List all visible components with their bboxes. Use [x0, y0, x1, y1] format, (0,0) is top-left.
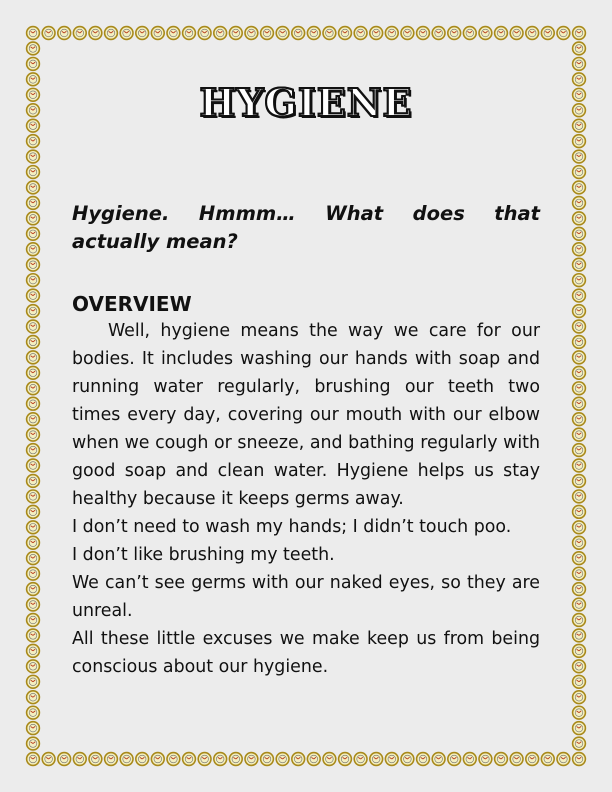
clock-icon — [573, 243, 586, 256]
clock-icon — [495, 753, 508, 766]
clock-icon — [573, 614, 586, 627]
clock-icon — [27, 274, 40, 287]
clock-icon — [27, 505, 40, 518]
clock-icon — [183, 27, 196, 40]
clock-icon — [573, 42, 586, 55]
clock-icon — [27, 583, 40, 596]
clock-icon — [573, 181, 586, 194]
clock-icon — [354, 27, 367, 40]
clock-icon — [292, 753, 305, 766]
clock-icon — [385, 27, 398, 40]
clock-icon — [557, 753, 570, 766]
clock-icon — [573, 150, 586, 163]
clock-icon — [573, 598, 586, 611]
clock-icon — [354, 753, 367, 766]
clock-icon — [27, 722, 40, 735]
clock-icon — [573, 227, 586, 240]
clock-icon — [136, 753, 149, 766]
clock-icon — [479, 753, 492, 766]
clock-icon — [27, 42, 40, 55]
clock-icon — [27, 475, 40, 488]
clock-icon — [27, 614, 40, 627]
clock-icon — [27, 289, 40, 302]
clock-icon — [27, 737, 40, 750]
clock-icon — [58, 27, 71, 40]
clock-icon — [27, 753, 40, 766]
clock-icon — [510, 753, 523, 766]
clock-icon — [214, 27, 227, 40]
clock-icon — [573, 505, 586, 518]
clock-icon — [261, 753, 274, 766]
clock-icon — [167, 27, 180, 40]
clock-icon — [120, 27, 133, 40]
clock-icon — [573, 382, 586, 395]
clock-icon — [573, 397, 586, 410]
clock-icon — [27, 675, 40, 688]
clock-icon — [573, 567, 586, 580]
clock-icon — [573, 289, 586, 302]
clock-icon — [401, 753, 414, 766]
clock-icon — [27, 197, 40, 210]
closing-line: All these little excuses we make keep us from being conscious about our hygiene. — [72, 629, 540, 677]
clock-icon — [292, 27, 305, 40]
clock-icon — [323, 27, 336, 40]
clock-icon — [573, 428, 586, 441]
clock-icon — [432, 27, 445, 40]
clock-icon — [573, 737, 586, 750]
intro-question: Hygiene. Hmmm… What does that actually mean? — [72, 202, 540, 253]
clock-icon — [370, 753, 383, 766]
clock-icon — [417, 27, 430, 40]
clock-icon — [198, 753, 211, 766]
clock-icon — [183, 753, 196, 766]
clock-icon — [27, 382, 40, 395]
clock-icon — [151, 753, 164, 766]
clock-icon — [73, 753, 86, 766]
clock-icon — [573, 629, 586, 642]
clock-icon — [573, 753, 586, 766]
clock-icon — [27, 660, 40, 673]
clock-icon — [27, 227, 40, 240]
clock-icon — [573, 490, 586, 503]
clock-icon — [27, 320, 40, 333]
clock-icon — [27, 181, 40, 194]
clock-icon — [573, 135, 586, 148]
excuse-line: I don’t like brushing my teeth. — [72, 545, 335, 565]
clock-icon — [27, 413, 40, 426]
clock-icon — [27, 644, 40, 657]
clock-icon — [27, 305, 40, 318]
clock-icon — [27, 490, 40, 503]
clock-icon — [27, 521, 40, 534]
clock-icon — [510, 27, 523, 40]
clock-icon — [27, 27, 40, 40]
clock-icon — [573, 675, 586, 688]
clock-icon — [573, 475, 586, 488]
clock-icon — [417, 753, 430, 766]
clock-icon — [245, 753, 258, 766]
page-title: HYGIENE — [199, 80, 413, 125]
clock-icon — [573, 366, 586, 379]
clock-icon — [276, 753, 289, 766]
clock-icon — [573, 722, 586, 735]
clock-icon — [573, 27, 586, 40]
clock-icon — [573, 521, 586, 534]
clock-icon — [573, 583, 586, 596]
clock-icon — [448, 753, 461, 766]
clock-icon — [573, 197, 586, 210]
clock-icon — [573, 57, 586, 70]
clock-icon — [448, 27, 461, 40]
clock-icon — [58, 753, 71, 766]
clock-icon — [27, 135, 40, 148]
clock-icon — [573, 552, 586, 565]
clock-icon — [573, 644, 586, 657]
clock-icon — [261, 27, 274, 40]
clock-icon — [370, 27, 383, 40]
clock-icon — [323, 753, 336, 766]
clock-icon — [385, 753, 398, 766]
clock-icon — [27, 428, 40, 441]
excuse-line: I don’t need to wash my hands; I didn’t touch poo. — [72, 517, 512, 537]
clock-icon — [229, 753, 242, 766]
clock-icon — [89, 753, 102, 766]
clock-icon — [573, 258, 586, 271]
clock-icon — [526, 753, 539, 766]
clock-icon — [136, 27, 149, 40]
clock-icon — [89, 27, 102, 40]
clock-icon — [27, 336, 40, 349]
clock-icon — [573, 660, 586, 673]
clock-icon — [27, 567, 40, 580]
clock-icon — [27, 629, 40, 642]
clock-icon — [27, 598, 40, 611]
clock-icon — [307, 27, 320, 40]
clock-icon — [229, 27, 242, 40]
clock-icon — [541, 753, 554, 766]
clock-icon — [27, 212, 40, 225]
clock-icon — [573, 166, 586, 179]
clock-icon — [573, 459, 586, 472]
clock-icon — [105, 753, 118, 766]
clock-icon — [495, 27, 508, 40]
clock-icon — [573, 691, 586, 704]
clock-icon — [541, 27, 554, 40]
clock-icon — [27, 459, 40, 472]
clock-icon — [105, 27, 118, 40]
clock-icon — [167, 753, 180, 766]
clock-icon — [27, 166, 40, 179]
clock-icon — [573, 536, 586, 549]
clock-icon — [27, 150, 40, 163]
clock-icon — [42, 753, 55, 766]
clock-icon — [27, 243, 40, 256]
clock-icon — [27, 706, 40, 719]
clock-icon — [432, 753, 445, 766]
clock-icon — [573, 351, 586, 364]
clock-icon — [573, 444, 586, 457]
overview-heading: OVERVIEW — [72, 292, 192, 316]
clock-icon — [339, 753, 352, 766]
clock-icon — [401, 27, 414, 40]
clock-icon — [307, 753, 320, 766]
clock-icon — [245, 27, 258, 40]
clock-icon — [573, 413, 586, 426]
excuse-line: We can’t see germs with our naked eyes, so they are unreal. — [72, 573, 540, 621]
clock-icon — [27, 552, 40, 565]
clock-icon — [198, 27, 211, 40]
clock-icon — [27, 366, 40, 379]
clock-icon — [526, 27, 539, 40]
clock-icon — [573, 305, 586, 318]
clock-icon — [27, 397, 40, 410]
clock-icon — [27, 691, 40, 704]
clock-icon — [120, 753, 133, 766]
clock-icon — [27, 536, 40, 549]
clock-icon — [27, 258, 40, 271]
clock-icon — [573, 320, 586, 333]
clock-icon — [73, 27, 86, 40]
clock-icon — [27, 351, 40, 364]
clock-icon — [42, 27, 55, 40]
clock-icon — [573, 706, 586, 719]
clock-icon — [573, 212, 586, 225]
clock-icon — [27, 57, 40, 70]
clock-icon — [151, 27, 164, 40]
overview-paragraph: Well, hygiene means the way we care for our bodies. It includes washing our hands with soap and running water regularly, brushing our teeth two times every day, covering our mouth with our elbow when we cough or sneeze, and bathing regularly with good soap and clean water. Hygiene helps us stay healthy because it keeps germs away. — [72, 321, 540, 509]
clock-icon — [27, 444, 40, 457]
clock-icon — [276, 27, 289, 40]
clock-icon — [463, 753, 476, 766]
clock-icon — [339, 27, 352, 40]
clock-icon — [214, 753, 227, 766]
clock-icon — [479, 27, 492, 40]
clock-icon — [557, 27, 570, 40]
clock-icon — [573, 336, 586, 349]
clock-icon — [573, 274, 586, 287]
document-body — [72, 200, 540, 681]
clock-icon — [463, 27, 476, 40]
